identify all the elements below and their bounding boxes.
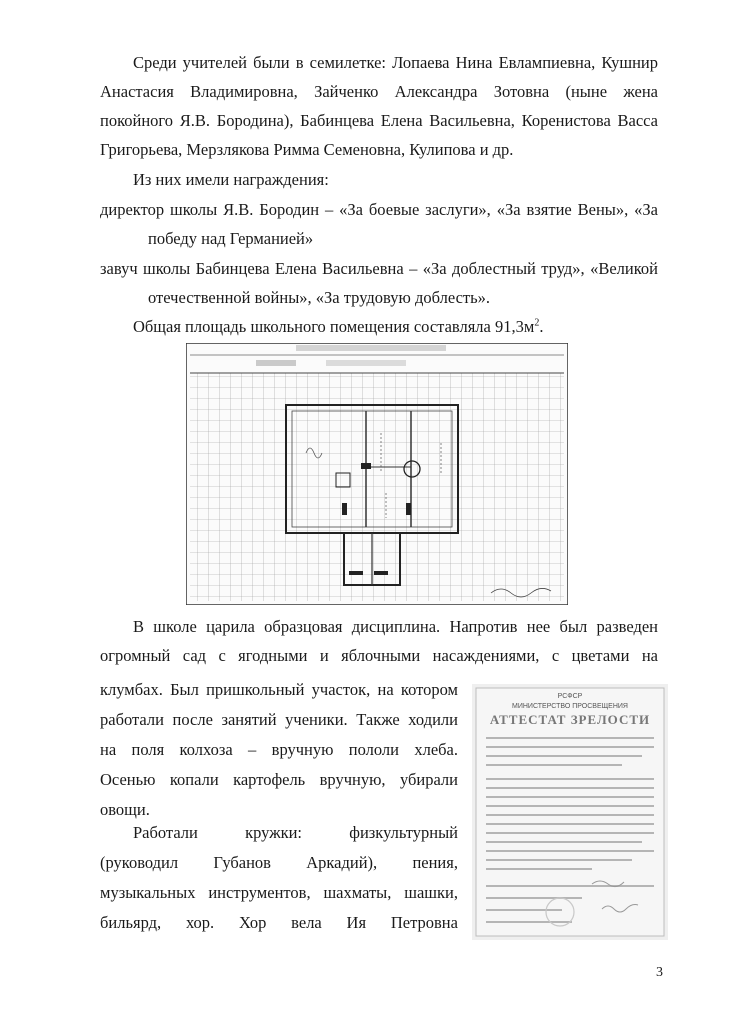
teachers-paragraph — [100, 48, 658, 164]
discipline-paragraph — [100, 612, 658, 671]
cert-title: АТТЕСТАТ ЗРЕЛОСТИ — [489, 712, 651, 727]
word: Работали — [133, 823, 198, 842]
word: Хор — [238, 913, 267, 932]
area-end: . — [539, 317, 544, 336]
cert-line-2: МИНИСТЕРСТВО ПРОСВЕЩЕНИЯ — [512, 703, 628, 710]
word: Губанов — [213, 853, 271, 872]
word: Аркадий), — [306, 853, 378, 872]
word: (руководил — [100, 853, 179, 872]
text-line: огромный сад с ягодными и яблочными насаждениями, с цветами на — [100, 646, 658, 665]
text-line — [100, 908, 458, 938]
page-number: 3 — [656, 965, 663, 980]
text-line — [100, 818, 458, 848]
word: физкультурный — [349, 823, 458, 842]
school-plot-paragraph — [100, 675, 458, 825]
certificate-photo — [472, 684, 668, 940]
floor-plan-drawing — [186, 343, 568, 605]
area-text: Общая площадь школьного помещения составляла 91,3м — [133, 317, 535, 336]
text-line — [100, 848, 458, 878]
word: вела — [291, 913, 322, 932]
text-line: Анастасия Владимировна, Зайченко Александра Зотовна (ныне жена — [100, 82, 658, 101]
text-line: Среди учителей были в семилетке: Лопаева Нина Евлампиевна, Кушнир — [133, 53, 658, 72]
cert-line-1: РСФСР — [557, 693, 583, 700]
awards-intro: Из них имели награждения: — [133, 170, 329, 189]
word: Петровна — [390, 913, 458, 932]
text-line: работали после занятий ученики. Также ходили — [100, 710, 458, 729]
text-line: овощи. — [100, 800, 150, 819]
area-superscript: 2 — [534, 317, 540, 329]
text-line: отечественной войны», «За трудовую доблесть». — [148, 288, 491, 307]
area-line — [133, 317, 543, 337]
word: хор. — [185, 913, 215, 932]
award-line-deputy — [100, 259, 658, 279]
text-line: Осенью копали картофель вручную, убирали — [100, 770, 458, 789]
text-line: музыкальных инструментов, шахматы, шашки, — [100, 883, 458, 902]
award-line-director — [100, 200, 658, 220]
word: Ия — [346, 913, 367, 932]
text-line: победу над Германией» — [148, 229, 314, 248]
word: бильярд, — [100, 913, 162, 932]
text-line: директор школы Я.В. Бородин – «За боевые заслуги», «За взятие Вены», «За — [100, 200, 658, 219]
text-line: завуч школы Бабинцева Елена Васильевна – «За доблестный труд», «Великой — [100, 259, 658, 278]
text-line: Григорьева, Мерзлякова Римма Семеновна, Кулипова и др. — [100, 140, 514, 159]
text-line: на поля колхоза – вручную пололи хлеба. — [100, 740, 458, 759]
clubs-paragraph — [100, 818, 458, 938]
word: пения, — [412, 853, 458, 872]
text-line: клумбах. Был пришкольный участок, на котором — [100, 680, 458, 699]
school-floor-plan — [186, 343, 568, 605]
certificate-image — [472, 684, 668, 940]
text-line: покойного Я.В. Бородина), Бабинцева Елена Васильевна, Коренистова Васса — [100, 111, 658, 130]
word: кружки: — [245, 823, 303, 842]
text-line: В школе царила образцовая дисциплина. Напротив нее был разведен — [133, 617, 658, 636]
